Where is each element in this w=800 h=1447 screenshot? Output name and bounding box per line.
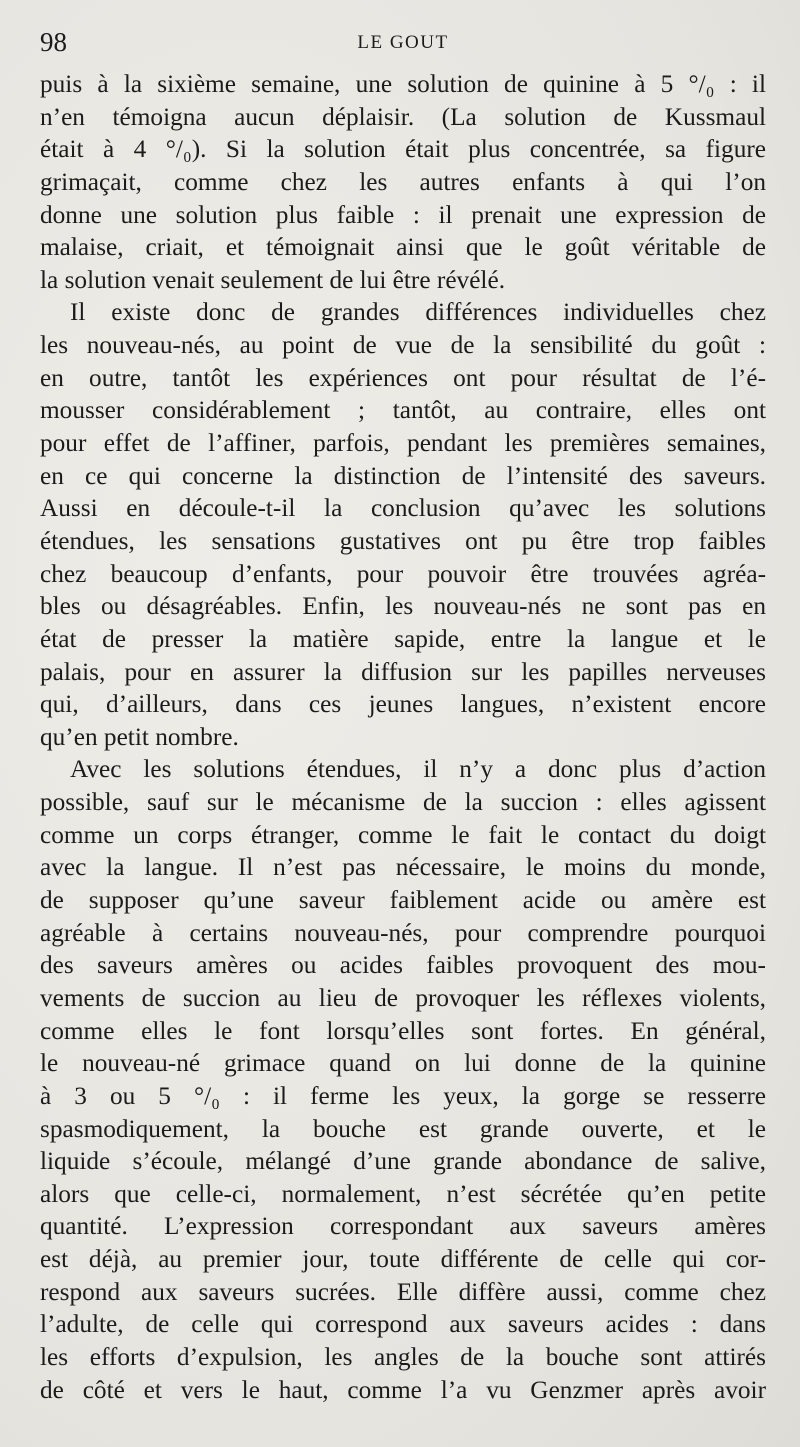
text-line: Avec les solutions étendues, il n’y a donc plus d’action [70, 755, 766, 784]
text-line: possible, sauf sur le mécanisme de la succion : elles agissent [40, 788, 766, 817]
text-line: en outre, tantôt les expériences ont pour résultat de l’é- [40, 363, 766, 392]
text-line: Il existe donc de grandes différences individuelles chez [70, 298, 766, 327]
text-line: de supposer qu’une saveur faiblement acide ou amère est [40, 886, 766, 915]
text-line: liquide s’écoule, mélangé d’une grande abondance de salive, [40, 1147, 766, 1176]
text-line: les nouveau-nés, au point de vue de la sensibilité du goût : [40, 331, 766, 360]
text-line: malaise, criait, et témoignait ainsi que le goût véritable de [40, 233, 766, 262]
text-line: la solution venait seulement de lui être révélé. [40, 265, 506, 294]
text-line: Aussi en découle-t-il la conclusion qu’avec les solutions [40, 494, 766, 523]
text-line: chez beaucoup d’enfants, pour pouvoir être trouvées agréa- [40, 559, 766, 588]
text-line: comme elles le font lorsqu’elles sont fortes. En général, [40, 1016, 766, 1045]
book-page [40, 22, 766, 1406]
text-line: agréable à certains nouveau-nés, pour comprendre pourquoi [40, 918, 766, 947]
text-line: qui, d’ailleurs, dans ces jeunes langues, n’existent encore [40, 690, 766, 719]
text-line: de côté et vers le haut, comme l’a vu Genzmer après avoir [40, 1375, 766, 1404]
text-line: mousser considérablement ; tantôt, au contraire, elles ont [40, 396, 766, 425]
text-line: respond aux saveurs sucrées. Elle diffère aussi, comme chez [40, 1277, 766, 1306]
text-line: est déjà, au premier jour, toute différente de celle qui cor- [40, 1245, 766, 1274]
text-line: le nouveau-né grimace quand on lui donne de la quinine [40, 1049, 766, 1078]
text-line: en ce qui concerne la distinction de l’intensité des saveurs. [40, 461, 766, 490]
text-line: comme un corps étranger, comme le fait le contact du doigt [40, 820, 766, 849]
text-line: donne une solution plus faible : il prenait une expression de [40, 200, 766, 229]
text-line: quantité. L’expression correspondant aux saveurs amères [40, 1212, 766, 1241]
text-line: état de presser la matière sapide, entre la langue et le [40, 624, 766, 653]
text-line: puis à la sixième semaine, une solution de quinine à 5 °/₀ : il [40, 70, 766, 98]
text-line: qu’en petit nombre. [40, 722, 239, 751]
text-line: pour effet de l’affiner, parfois, pendant les premières semaines, [40, 429, 766, 458]
text-line: alors que celle-ci, normalement, n’est sécrétée qu’en petite [40, 1179, 766, 1208]
text-line: spasmodiquement, la bouche est grande ouverte, et le [40, 1114, 766, 1143]
text-line: n’en témoigna aucun déplaisir. (La solution de Kussmaul [40, 102, 766, 131]
page-number: 98 [40, 27, 67, 57]
text-line: des saveurs amères ou acides faibles provoquent des mou- [40, 951, 766, 980]
page-header [40, 22, 766, 66]
text-line: l’adulte, de celle qui correspond aux saveurs acides : dans [40, 1310, 766, 1339]
text-line: avec la langue. Il n’est pas nécessaire, le moins du monde, [40, 853, 766, 882]
text-line: à 3 ou 5 °/₀ : il ferme les yeux, la gorge se resserre [40, 1081, 766, 1110]
text-line: vements de succion au lieu de provoquer les réflexes violents, [40, 983, 766, 1012]
text-line: était à 4 °/₀). Si la solution était plus concentrée, sa figure [40, 135, 766, 164]
text-line: bles ou désagréables. Enfin, les nouveau-nés ne sont pas en [40, 592, 766, 621]
text-line: grimaçait, comme chez les autres enfants à qui l’on [40, 167, 766, 196]
text-line: les efforts d’expulsion, les angles de la bouche sont attirés [40, 1342, 766, 1371]
text-line: étendues, les sensations gustatives ont pu être trop faibles [40, 526, 766, 555]
text-line: palais, pour en assurer la diffusion sur les papilles nerveuses [40, 657, 766, 686]
running-head: LE GOUT [357, 32, 449, 53]
body-text [40, 68, 766, 1406]
